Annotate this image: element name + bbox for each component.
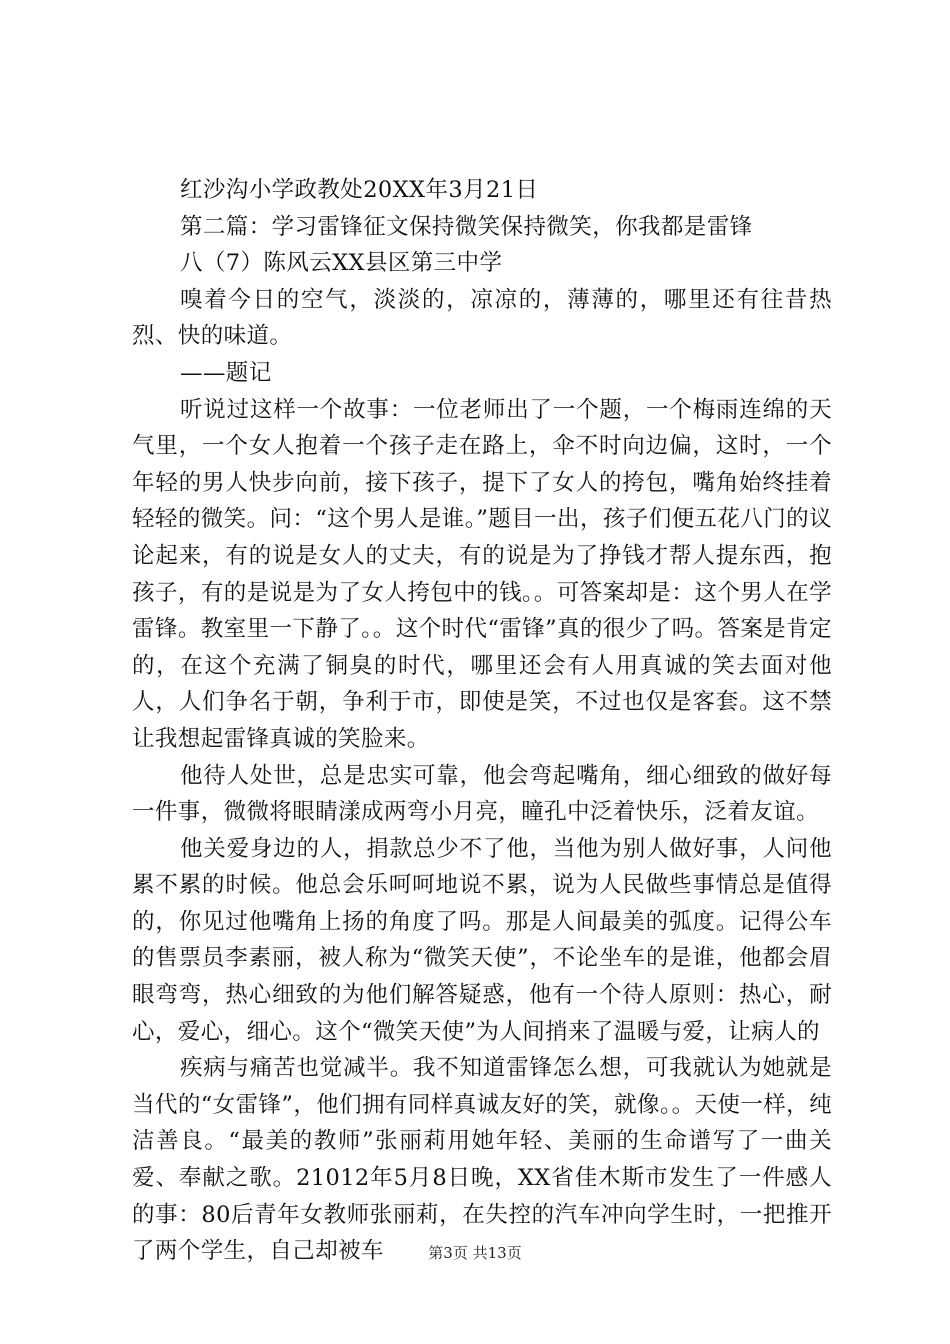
signature-line: 红沙沟小学政教处20XX年3月21日 bbox=[180, 177, 539, 203]
document-body bbox=[132, 172, 832, 1270]
body-paragraph: 他待人处世，总是忠实可靠，他会弯起嘴角，细心细致的做好每一件事，微微将眼睛漾成两弯小月亮，瞳孔中泛着快乐，泛着友谊。 bbox=[132, 762, 832, 826]
page-footer: 第3页 共13页 bbox=[428, 1244, 522, 1262]
epigraph-attribution: ——题记 bbox=[180, 359, 272, 386]
epigraph: 嗅着今日的空气，淡淡的，凉凉的，薄薄的，哪里还有往昔热烈、快的味道。 bbox=[132, 286, 832, 350]
author-line: 八（7）陈风云XX县区第三中学 bbox=[180, 250, 503, 277]
article-title: 第二篇：学习雷锋征文保持微笑保持微笑，你我都是雷锋 bbox=[180, 213, 753, 240]
body-paragraph: 听说过这样一个故事：一位老师出了一个题，一个梅雨连绵的天气里，一个女人抱着一个孩子走在路上，伞不时向边偏，这时，一个年轻的男人快步向前，接下孩子，提下了女人的挎包，嘴角始终挂着轻轻的微笑。问：“这个男人是谁。”题目一出，孩子们便五花八门的议论起来，有的说是女人的丈夫，有的说是为了挣钱才帮人提东西，抱孩子，有的是说是为了女人挎包中的钱。。可答案却是：这个男人在学雷锋。教室里一下静了。。这个时代“雷锋”真的很少了吗。答案是肯定的，在这个充满了铜臭的时代，哪里还会有人用真诚的笑去面对他人，人们争名于朝，争利于市，即使是笑，不过也仅是客套。这不禁让我想起雷锋真诚的笑脸来。 bbox=[132, 396, 832, 752]
body-paragraph: 他关爱身边的人，捐款总少不了他，当他为别人做好事，人问他累不累的时候。他总会乐呵呵地说不累，说为人民做些事情总是值得的，你见过他嘴角上扬的角度了吗。那是人间最美的弧度。记得公车的售票员李素丽，被人称为“微笑天使”，不论坐车的是谁，他都会眉眼弯弯，热心细致的为他们解答疑惑，他有一个待人原则：热心，耐心，爱心，细心。这个“微笑天使”为人间捎来了温暖与爱，让病人的 bbox=[132, 835, 832, 1045]
body-paragraph: 疾病与痛苦也觉减半。我不知道雷锋怎么想，可我就认为她就是当代的“女雷锋”，他们拥有同样真诚友好的笑，就像。。天使一样，纯洁善良。“最美的教师”张丽莉用她年轻、美丽的生命谱写了一曲关爱、奉献之歌。21012年5月8日晚，XX省佳木斯市发生了一件感人的事：80后青年女教师张丽莉，在失控的汽车冲向学生时，一把推开了两个学生，自己却被车 bbox=[132, 1055, 832, 1265]
